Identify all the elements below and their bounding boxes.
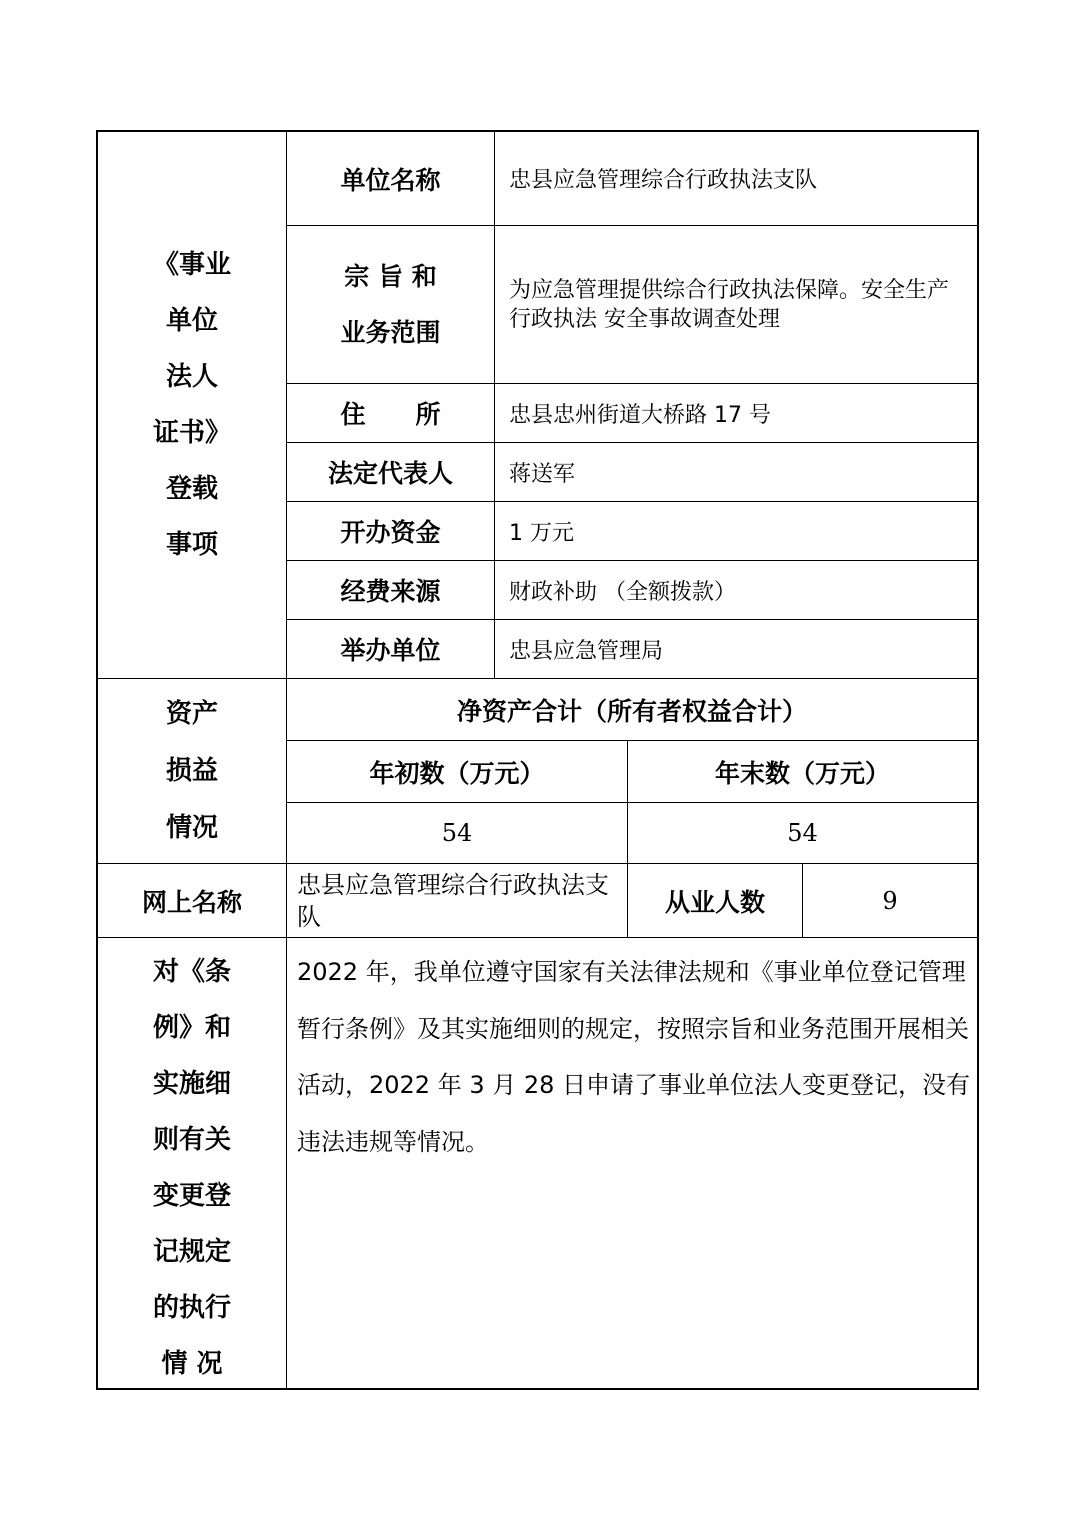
- certificate-items-label-line: 单位: [165, 306, 218, 336]
- regulation-label-line: 实施细: [152, 1069, 231, 1099]
- certificate-items-label-line: 证书》: [152, 418, 231, 448]
- regulation-label-line: 的执行: [152, 1293, 231, 1323]
- purpose-scope-label-line: 业务范围: [340, 317, 441, 347]
- legal-rep-value-text: 蒋送军: [509, 461, 576, 487]
- year-end-header: [628, 741, 977, 803]
- year-begin-value: [287, 803, 628, 864]
- online-name-value-text: 忠县应急管理综合行政执法支队: [297, 870, 609, 931]
- certificate-items-label-line: 法人: [165, 362, 218, 392]
- purpose-scope-label: [287, 226, 495, 384]
- certificate-items-label-line: 登载: [165, 474, 218, 504]
- online-name-value: [287, 864, 628, 938]
- regulation-execution-text: [287, 938, 977, 1388]
- assets-label-line: 损益: [165, 755, 218, 786]
- regulation-label-line: 对《条: [152, 957, 231, 987]
- legal-rep-label: [287, 443, 495, 502]
- staff-count-value: [803, 864, 977, 938]
- assets-label: [98, 679, 287, 864]
- sponsor-value: [495, 620, 977, 679]
- regulation-execution-text-body: 2022 年，我单位遵守国家有关法律法规和《事业单位登记管理暂行条例》及其实施细则的规定，按照宗旨和业务范围开展相关活动，2022 年 3 月 28 日申请了事业单位法人变更登记，没有违法违规等情况。: [297, 958, 971, 1156]
- online-name-label: [98, 864, 287, 938]
- funding-source-label: [287, 561, 495, 620]
- unit-name-label-text: 单位名称: [340, 165, 441, 195]
- regulation-label-line: 记规定: [152, 1237, 231, 1267]
- net-assets-header: [287, 679, 977, 741]
- sponsor-label: [287, 620, 495, 679]
- certificate-items-label-line: 事项: [165, 530, 218, 560]
- staff-count-value-text: 9: [882, 886, 898, 915]
- year-end-value: [628, 803, 977, 864]
- address-label: [287, 384, 495, 443]
- certificate-items-label-line: 《事业: [152, 250, 231, 280]
- regulation-label-line: 变更登: [152, 1181, 231, 1211]
- unit-name-label: [287, 132, 495, 226]
- net-assets-header-text: 净资产合计（所有者权益合计）: [456, 696, 807, 726]
- purpose-scope-value: [495, 226, 977, 384]
- funding-source-value-text: 财政补助 （全额拨款）: [509, 579, 736, 605]
- address-value-text: 忠县忠州街道大桥路 17 号: [509, 402, 771, 428]
- assets-label-line: 资产: [165, 698, 218, 729]
- sponsor-value-text: 忠县应急管理局: [509, 638, 664, 664]
- address-value: [495, 384, 977, 443]
- year-begin-value-text: 54: [441, 819, 473, 847]
- year-begin-header: [287, 741, 628, 803]
- purpose-scope-label-line: 宗 旨 和: [344, 261, 437, 291]
- sponsor-label-text: 举办单位: [340, 636, 441, 665]
- capital-value: [495, 502, 977, 561]
- purpose-scope-value-text: 为应急管理提供综合行政执法保障。安全生产行政执法 安全事故调查处理: [509, 277, 950, 332]
- legal-rep-label-text: 法定代表人: [327, 459, 453, 488]
- funding-source-label-text: 经费来源: [340, 577, 441, 606]
- unit-name-value: [495, 132, 977, 226]
- unit-name-value-text: 忠县应急管理综合行政执法支队: [509, 168, 818, 193]
- year-end-value-text: 54: [787, 819, 818, 847]
- staff-count-label-text: 从业人数: [664, 887, 765, 917]
- regulation-execution-label: [98, 938, 287, 1388]
- regulation-label-line: 例》和: [152, 1013, 231, 1043]
- staff-count-label: [628, 864, 803, 938]
- regulation-label-line: 则有关: [152, 1125, 231, 1155]
- regulation-label-line: 情 况: [161, 1349, 223, 1379]
- assets-label-line: 情况: [165, 812, 218, 843]
- capital-label-text: 开办资金: [340, 518, 441, 547]
- certificate-items-label: [98, 132, 287, 679]
- address-label-text: 住 所: [340, 400, 441, 429]
- online-name-label-text: 网上名称: [141, 887, 242, 917]
- legal-rep-value: [495, 443, 977, 502]
- year-begin-header-text: 年初数（万元）: [369, 758, 545, 788]
- year-end-header-text: 年末数（万元）: [714, 758, 890, 788]
- registration-form-table: [96, 130, 979, 1390]
- funding-source-value: [495, 561, 977, 620]
- capital-label: [287, 502, 495, 561]
- capital-value-text: 1 万元: [509, 520, 574, 546]
